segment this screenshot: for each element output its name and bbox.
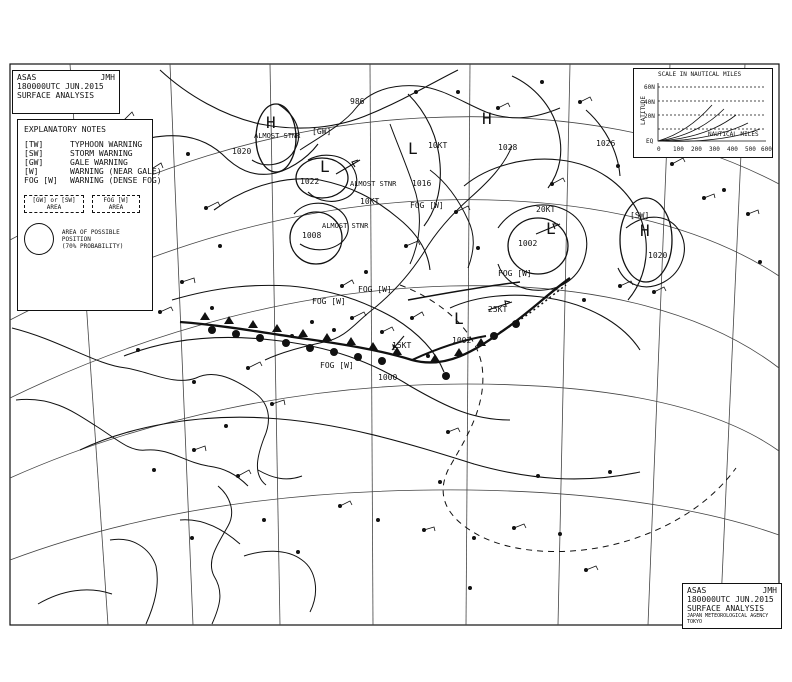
possible-position-text: [62, 229, 146, 250]
system-label: L: [408, 139, 418, 158]
legend-item: [24, 149, 146, 158]
legend-code: FOG [W]: [24, 176, 58, 185]
scale-eq-label: EQ: [646, 138, 654, 145]
fog-area-top: FOG [W]: [103, 197, 129, 204]
gale-area-bottom: AREA: [46, 204, 62, 211]
system-label: H: [640, 221, 650, 240]
legend-item: [24, 140, 146, 149]
latitude-label: LATITUDE: [639, 96, 647, 125]
stationary-label: ALMOST STNR: [322, 222, 369, 230]
speed-label: 10KT: [360, 197, 380, 206]
gale-area-top: [GW] or [SW]: [32, 197, 76, 204]
header-analysis: SURFACE ANALYSIS: [17, 91, 95, 100]
probability-label: (70% PROBABILITY): [61, 242, 124, 250]
legend-label: WARNING (DENSE FOG): [70, 176, 162, 185]
legend-item: [24, 176, 162, 185]
pressure-label: 1020: [648, 251, 668, 260]
pressure-label: 986: [350, 97, 365, 106]
system-label: H: [482, 109, 492, 128]
legend-label: GALE WARNING: [70, 158, 128, 167]
pressure-label: 1000: [378, 373, 398, 382]
scale-x-tick: 500: [745, 146, 756, 153]
header-title-right: JMH: [100, 73, 115, 82]
footer-date: 180000UTC JUN.2015: [687, 595, 774, 604]
legend-item: [24, 158, 146, 167]
header-title-left: ASAS: [17, 73, 37, 82]
pressure-label: 1026: [596, 139, 616, 148]
legend-item: [24, 167, 162, 176]
possible-position-label: AREA OF POSSIBLE POSITION: [61, 228, 120, 243]
header-date: 180000UTC JUN.2015: [17, 82, 104, 91]
scale-title: SCALE IN NAUTICAL MILES: [658, 71, 742, 78]
scale-x-tick: 600: [761, 146, 772, 153]
speed-label: 20KT: [536, 205, 556, 214]
warning-label: [GW]: [312, 127, 332, 136]
system-label: H: [266, 113, 276, 132]
legend-box: [17, 119, 162, 311]
legend-title: EXPLANATORY NOTES: [24, 125, 106, 134]
legend-label: WARNING (NEAR GALE): [70, 167, 162, 176]
scale-box: [633, 68, 773, 158]
legend-code: [GW]: [24, 158, 44, 167]
footer-title-left: ASAS: [687, 586, 707, 595]
footer-analysis: SURFACE ANALYSIS: [687, 604, 765, 613]
system-label: L: [454, 309, 464, 328]
warning-label: FOG [W]: [312, 297, 346, 306]
pressure-label: 1002: [518, 239, 538, 248]
speed-label: 10KT: [428, 141, 448, 150]
pressure-label: 1016: [412, 179, 432, 188]
fog-area-tag: [92, 195, 140, 213]
pressure-label: 1022: [300, 177, 320, 186]
area-examples: [24, 195, 146, 213]
legend-label: STORM WARNING: [70, 149, 133, 158]
scale-x-tick: 400: [727, 146, 738, 153]
legend-code: [SW]: [24, 149, 44, 158]
scale-x-tick: 100: [673, 146, 684, 153]
scale-lat-tick: 60N: [644, 84, 655, 91]
scale-lat-tick: 40N: [644, 99, 655, 106]
pressure-label: 1020: [232, 147, 252, 156]
stationary-label: ALMOST STNR: [254, 132, 301, 140]
warning-label: FOG [W]: [320, 361, 354, 370]
legend-list: [24, 140, 162, 185]
fog-area-bottom: AREA: [108, 204, 124, 211]
stationary-label: ALMOST STNR: [350, 180, 397, 188]
possible-position-row: [24, 223, 146, 255]
warning-label: FOG [W]: [498, 269, 532, 278]
pressure-label: 1002: [452, 336, 472, 345]
scale-x-tick: 200: [691, 146, 702, 153]
possible-position-circle: [24, 223, 54, 255]
legend-code: [TW]: [24, 140, 44, 149]
legend-code: [W]: [24, 167, 39, 176]
warning-label: FOG [W]: [358, 285, 392, 294]
header-box: [12, 70, 120, 114]
scale-lat-tick: 20N: [644, 113, 655, 120]
scale-x-label: NAUTICAL MILES: [708, 131, 759, 138]
scale-x-tick: 300: [709, 146, 720, 153]
pressure-label: 1008: [302, 231, 322, 240]
system-label: L: [320, 157, 330, 176]
warning-label: FOG [W]: [410, 201, 444, 210]
gale-area-tag: [24, 195, 84, 213]
scale-x-tick: 0: [657, 146, 661, 153]
speed-label: 25KT: [488, 305, 508, 314]
legend-label: TYPHOON WARNING: [70, 140, 143, 149]
pressure-label: 1028: [498, 143, 518, 152]
footer-title-right: JMH: [762, 586, 777, 595]
agency-label: JAPAN METEOROLOGICAL AGENCY TOKYO: [687, 613, 769, 625]
warning-label: [SW]: [630, 211, 650, 220]
scale-chart: [634, 69, 772, 157]
speed-label: 15KT: [392, 341, 412, 350]
footer-box: [682, 583, 782, 629]
system-label: L: [546, 219, 556, 238]
